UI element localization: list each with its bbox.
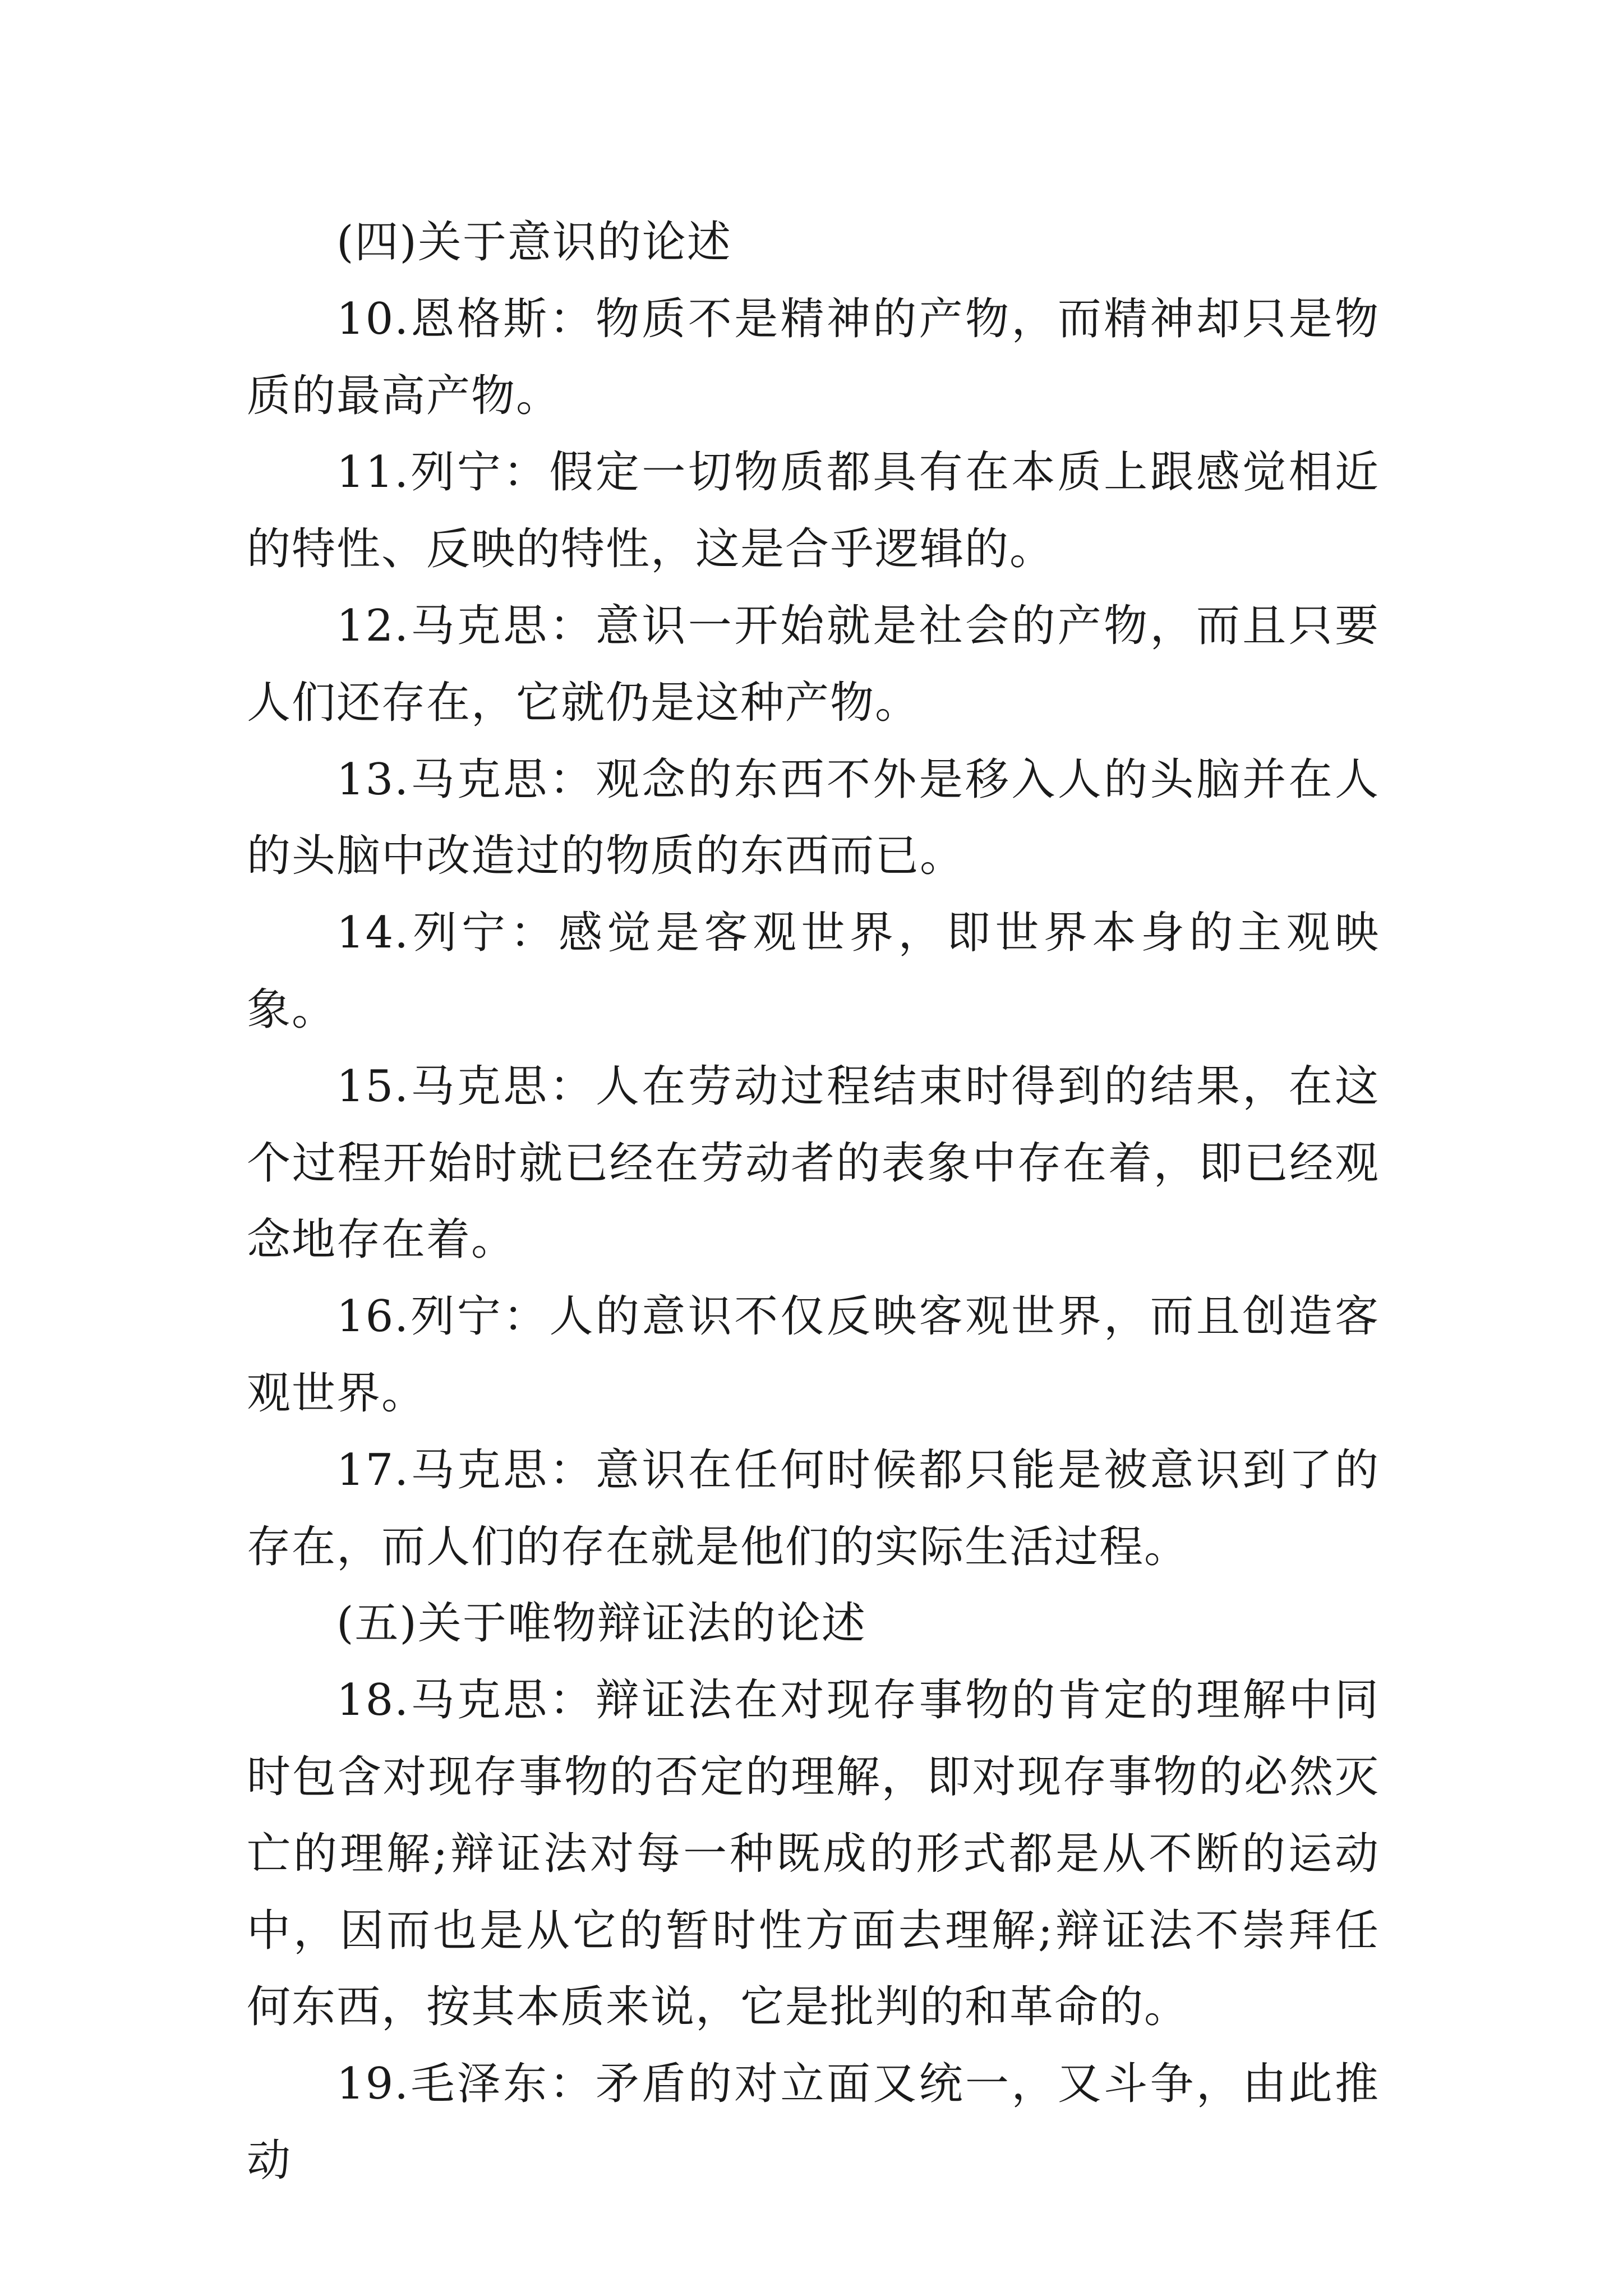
section-heading-dialectics: (五)关于唯物辩证法的论述 (336, 1598, 866, 1649)
quote-11-lenin: 11.列宁：假定一切物质都具有在本质上跟感觉相近的特性、反映的特性，这是合乎逻辑的。 (247, 447, 1380, 575)
quote-12-marx: 12.马克思：意识一开始就是社会的产物，而且只要人们还存在，它就仍是这种产物。 (247, 600, 1380, 728)
section-heading-consciousness: (四)关于意识的论述 (336, 217, 732, 268)
quote-19-mao: 19.毛泽东：矛盾的对立面又统一，又斗争，由此推动 (247, 2059, 1380, 2186)
quote-16-lenin: 16.列宁：人的意识不仅反映客观世界，而且创造客观世界。 (247, 1291, 1380, 1419)
document-body (247, 204, 1380, 2200)
quote-15-marx: 15.马克思：人在劳动过程结束时得到的结果，在这个过程开始时就已经在劳动者的表象中存在着，即已经观念地存在着。 (247, 1061, 1380, 1266)
quote-18-marx: 18.马克思：辩证法在对现存事物的肯定的理解中同时包含对现存事物的否定的理解，即对现存事物的必然灭亡的理解;辩证法对每一种既成的形式都是从不断的运动中，因而也是从它的暂时性方面去理解;辩证法不崇拜任何东西，按其本质来说，它是批判的和革命的。 (247, 1675, 1380, 2033)
quote-10-engels: 10.恩格斯：物质不是精神的产物，而精神却只是物质的最高产物。 (247, 293, 1380, 421)
quote-13-marx: 13.马克思：观念的东西不外是移入人的头脑并在人的头脑中改造过的物质的东西而已。 (247, 754, 1380, 882)
quote-14-lenin: 14.列宁：感觉是客观世界，即世界本身的主观映象。 (247, 908, 1380, 1035)
quote-17-marx: 17.马克思：意识在任何时候都只能是被意识到了的存在，而人们的存在就是他们的实际生活过程。 (247, 1444, 1380, 1572)
